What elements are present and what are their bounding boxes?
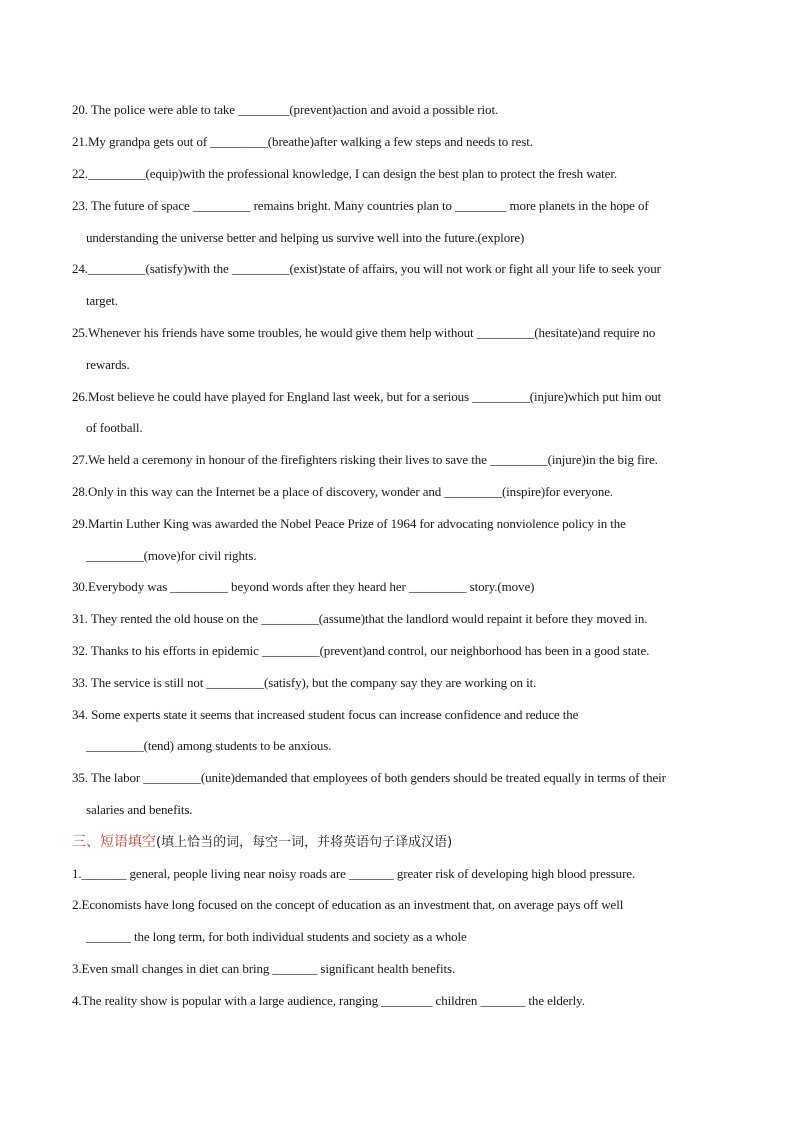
item-24-continuation: target.	[86, 293, 118, 308]
item-29-line: 29.Martin Luther King was awarded the Nobel Peace Prize of 1964 for advocating nonviolence policy in the	[72, 516, 626, 531]
phrase-item-2-line: 2.Economists have long focused on the concept of education as an investment that, on average pays off well	[72, 897, 624, 912]
item-20-line: 20. The police were able to take ________(prevent)action and avoid a possible riot.	[72, 102, 499, 117]
phrase-item-3-line: 3.Even small changes in diet can bring _______ significant health benefits.	[72, 961, 456, 976]
item-26-continuation: of football.	[86, 420, 143, 435]
item-27-line: 27.We held a ceremony in honour of the firefighters risking their lives to save the _________(injure)in the big fire.	[72, 452, 658, 467]
item-23-continuation: understanding the universe better and helping us survive well into the future.(explore)	[86, 230, 525, 245]
phrase-item-1-line: 1._______ general, people living near noisy roads are _______ greater risk of developing high blood pressure.	[72, 866, 636, 881]
item-34-continuation: _________(tend) among students to be anxious.	[86, 738, 332, 753]
item-25-line: 25.Whenever his friends have some troubles, he would give them help without _________(hesitate)and require no	[72, 325, 656, 340]
phrase-item-2-continuation: _______ the long term, for both individual students and society as a whole	[86, 929, 467, 944]
item-34-line: 34. Some experts state it seems that increased student focus can increase confidence and reduce the	[72, 707, 579, 722]
item-23-line: 23. The future of space _________ remains bright. Many countries plan to ________ more planets in the hope of	[72, 198, 649, 213]
item-30-line: 30.Everybody was _________ beyond words after they heard her _________ story.(move)	[72, 579, 535, 594]
item-26-line: 26.Most believe he could have played for England last week, but for a serious _________(injure)which put him out	[72, 389, 662, 404]
item-35-line: 35. The labor _________(unite)demanded that employees of both genders should be treated equally in terms of their	[72, 770, 666, 785]
item-25-continuation: rewards.	[86, 357, 130, 372]
item-22-line: 22._________(equip)with the professional knowledge, I can design the best plan to protect the fresh water.	[72, 166, 618, 181]
phrase-item-4-line: 4.The reality show is popular with a large audience, ranging ________ children _______ the elderly.	[72, 993, 585, 1008]
item-33-line: 33. The service is still not _________(satisfy), but the company say they are working on it.	[72, 675, 537, 690]
item-28-line: 28.Only in this way can the Internet be a place of discovery, wonder and _________(inspire)for everyone.	[72, 484, 614, 499]
item-32-line: 32. Thanks to his efforts in epidemic _________(prevent)and control, our neighborhood has been in a good state.	[72, 643, 650, 658]
item-24-line: 24._________(satisfy)with the _________(exist)state of affairs, you will not work or fight all your life to seek your	[72, 261, 661, 276]
section-3-number: 三、	[72, 834, 100, 850]
section-3-heading	[72, 832, 732, 853]
section-3-instruction: (填上恰当的词，每空一词，并将英语句子译成汉语)	[156, 835, 453, 850]
item-29-continuation: _________(move)for civil rights.	[86, 548, 257, 563]
item-31-line: 31. They rented the old house on the _________(assume)that the landlord would repaint it before they moved in.	[72, 611, 648, 626]
item-35-continuation: salaries and benefits.	[86, 802, 193, 817]
item-21-line: 21.My grandpa gets out of _________(breathe)after walking a few steps and needs to rest.	[72, 134, 533, 149]
section-3-title: 短语填空	[100, 834, 156, 850]
